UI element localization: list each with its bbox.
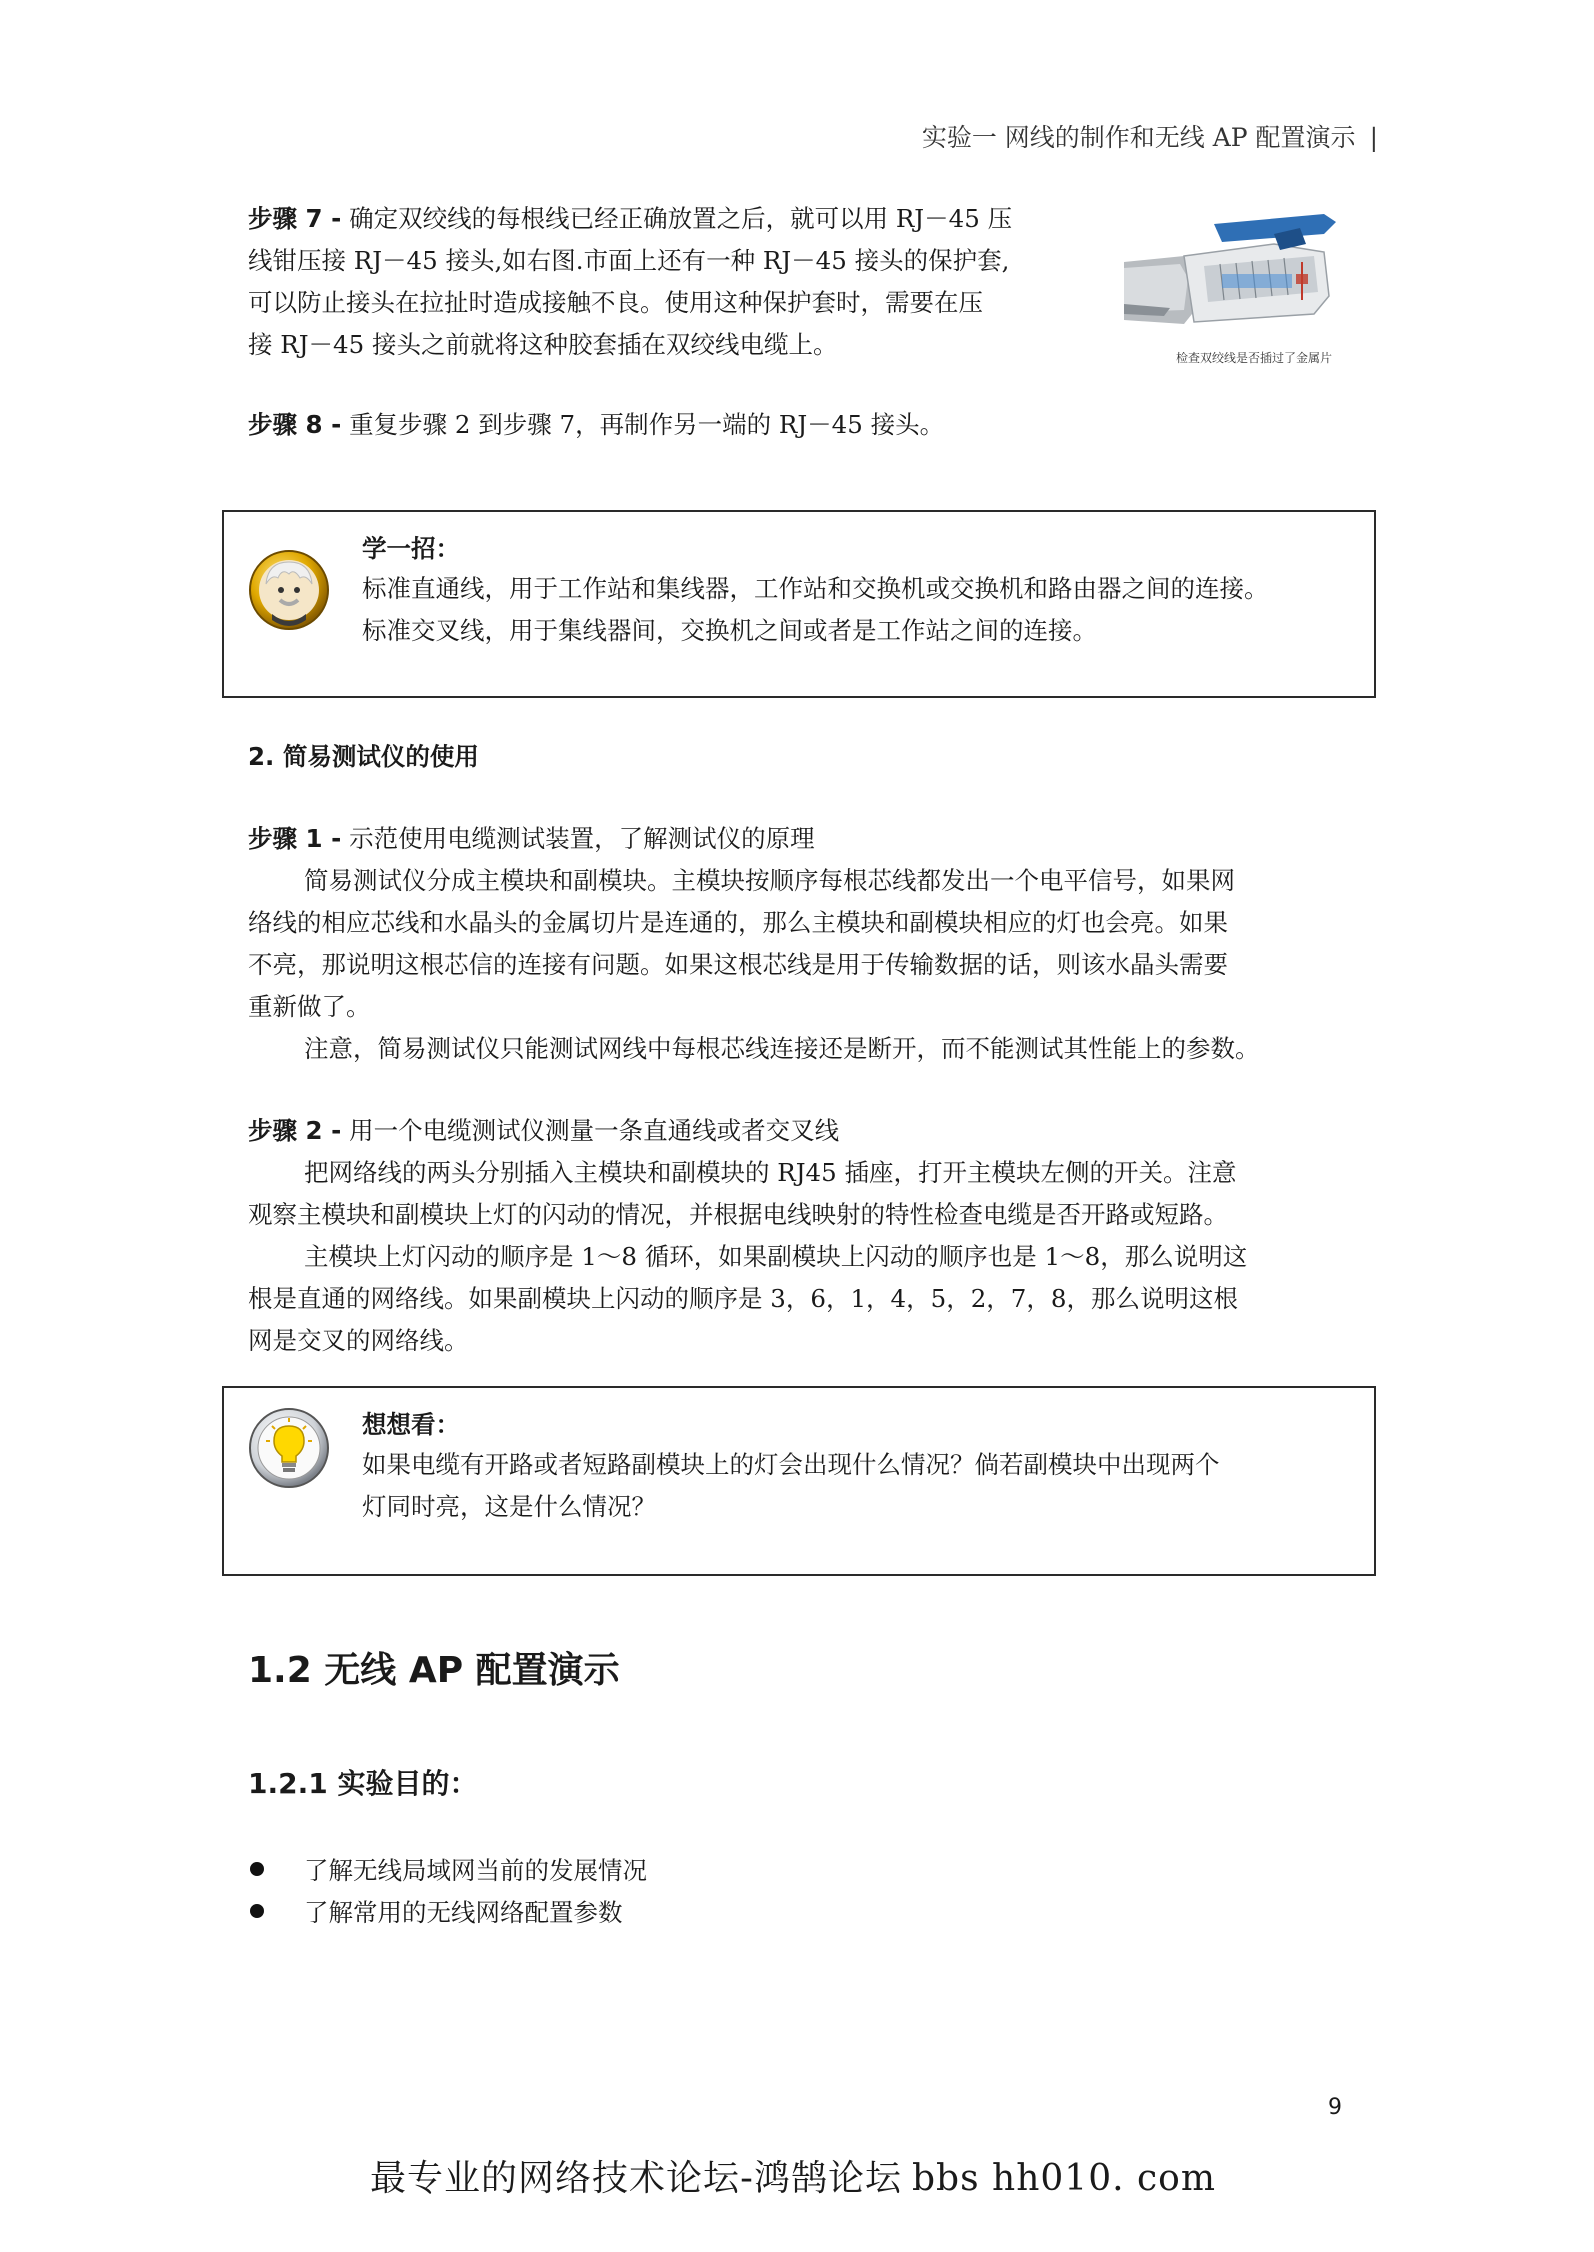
tip-line-1: 标准直通线，用于工作站和集线器，工作站和交换机或交换机和路由器之间的连接。 [362,574,1269,603]
step7-line-3: 可以防止接头在拉扯时造成接触不良。使用这种保护套时，需要在压 [248,288,983,317]
s2-step1-p2: 注意，简易测试仪只能测试网线中每根芯线连接还是断开，而不能测试其性能上的参数。 [304,1034,1260,1063]
tip-line-1: 如果电缆有开路或者短路副模块上的灯会出现什么情况？倘若副模块中出现两个 [362,1450,1220,1479]
tip-body [362,1444,1220,1528]
step7-line-4: 接 RJ－45 接头之前就将这种胶套插在双绞线电缆上。 [248,330,838,359]
header-title: 实验一 网线的制作和无线 AP 配置演示 [921,123,1356,152]
list-item [250,1894,850,1928]
page-number: 9 [1328,2095,1342,2120]
header-separator: | [1369,123,1378,152]
section-heading-1-2: 1.2 无线 AP 配置演示 [248,1650,620,1691]
step7-line-1: 确定双绞线的每根线已经正确放置之后，就可以用 RJ－45 压 [341,204,1013,233]
tip-box-learn [222,510,1376,698]
s2-step2-p2-line-3: 网是交叉的网络线。 [248,1326,469,1355]
bullet-icon [250,1904,264,1918]
footer [370,2150,1216,2201]
objective-text: 了解无线局域网当前的发展情况 [304,1856,647,1885]
s2-step2-p2-line-1: 主模块上灯闪动的顺序是 1～8 循环，如果副模块上闪动的顺序也是 1～8，那么说明这 [304,1242,1248,1271]
tip-line-2: 标准交叉线，用于集线器间，交换机之间或者是工作站之间的连接。 [362,616,1097,645]
bullet-icon [250,1862,264,1876]
step7-line-2: 线钳压接 RJ－45 接头,如右图.市面上还有一种 RJ－45 接头的保护套, [248,246,1010,275]
running-header [922,118,1378,154]
s2-step1-p1-line-3: 不亮，那说明这根芯信的连接有问题。如果这根芯线是用于传输数据的话，则该水晶头需要 [248,950,1228,979]
step8-label: 步骤 8 - [248,410,342,439]
list-item [250,1852,850,1886]
lightbulb-icon [248,1406,330,1490]
s2-step1-p1-line-4: 重新做了。 [248,992,371,1021]
s2-step1-p1-line-2: 络线的相应芯线和水晶头的金属切片是连通的，那么主模块和副模块相应的灯也会亮。如果 [248,908,1228,937]
step7-paragraph [248,198,1012,366]
tip-title: 学一招： [362,534,460,563]
objective-text: 了解常用的无线网络配置参数 [304,1898,623,1927]
tip-title: 想想看： [362,1410,460,1439]
section-heading: 2. 简易测试仪的使用 [248,742,479,771]
step7-label: 步骤 7 - [248,204,342,233]
s2-step2-p1-line-2: 观察主模块和副模块上灯的闪动的情况，并根据电线映射的特性检查电缆是否开路或短路。 [248,1200,1228,1229]
s2-step2-text: 用一个电缆测试仪测量一条直通线或者交叉线 [341,1116,840,1145]
tip-body [362,568,1269,652]
footer-text: 最专业的网络技术论坛-鸿鹄论坛 [370,2158,902,2199]
s2-step2-p2-line-2: 根是直通的网络线。如果副模块上闪动的顺序是 3，6，1，4，5，2，7，8，那么说明这根 [248,1284,1238,1313]
s2-step1-label: 步骤 1 - [248,824,342,853]
tip-box-think [222,1386,1376,1576]
s2-step2-paragraph [248,1110,1247,1362]
s2-step1-paragraph [248,818,1260,1070]
tip-line-2: 灯同时亮，这是什么情况？ [362,1492,656,1521]
s2-step1-p1-line-1: 简易测试仪分成主模块和副模块。主模块按顺序每根芯线都发出一个电平信号，如果网 [304,866,1235,895]
s2-step2-p1-line-1: 把网络线的两头分别插入主模块和副模块的 RJ45 插座，打开主模块左侧的开关。注意 [304,1158,1237,1187]
step8-text: 重复步骤 2 到步骤 7，再制作另一端的 RJ－45 接头。 [341,410,945,439]
figure-caption: 检查双绞线是否插过了金属片 [1176,351,1333,365]
s2-step2-label: 步骤 2 - [248,1116,342,1145]
rj45-crimp-image [1124,204,1364,369]
professor-avatar-icon [248,548,330,632]
section-heading-1-2-1: 1.2.1 实验目的： [248,1767,478,1800]
s2-step1-text: 示范使用电缆测试装置，了解测试仪的原理 [341,824,815,853]
step8-paragraph [248,404,944,446]
footer-url[interactable]: bbs hh010. com [912,2158,1216,2199]
